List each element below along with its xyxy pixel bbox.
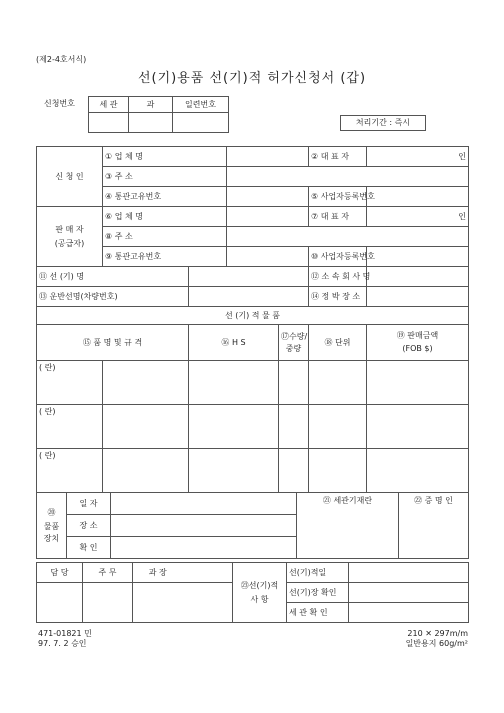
- col-hs: ⑯ H S: [189, 325, 279, 361]
- seller-seal: 인: [367, 207, 469, 227]
- footer-size: 210 ✕ 297m/m: [407, 629, 468, 638]
- goods-row-name-field[interactable]: [103, 405, 189, 449]
- chief-sign-field[interactable]: [83, 583, 133, 623]
- seller-company-field[interactable]: [227, 207, 309, 227]
- seller-group-label: [37, 207, 103, 267]
- footer-approval: 97. 7. 2 승인: [38, 639, 87, 648]
- goods-row-amount-field[interactable]: [367, 405, 469, 449]
- seller-address-label: ⑧ 주 소: [103, 227, 227, 247]
- goods-row-amount-field[interactable]: [367, 449, 469, 493]
- loading-matters-line1: ㉓선(기)적: [240, 580, 279, 590]
- goods-row-hs-field[interactable]: [189, 405, 279, 449]
- loading-matters-line2: 사 항: [250, 594, 269, 604]
- berth-label: ⑭ 정 박 장 소: [309, 287, 367, 307]
- applicant-rep-label: ② 대 표 자: [309, 147, 367, 167]
- applicant-customs-code-label: ④ 통관고유번호: [103, 187, 227, 207]
- col-amount: [367, 325, 469, 361]
- vessel-name-field[interactable]: [189, 267, 309, 287]
- storage-group-number: ⑳: [47, 507, 56, 517]
- section-field[interactable]: [129, 113, 173, 133]
- goods-row-amount-field[interactable]: [367, 361, 469, 405]
- applicant-company-label: ① 업 체 명: [103, 147, 227, 167]
- processing-period-box: [340, 115, 426, 131]
- seller-customs-code-label: ⑨ 통관고유번호: [103, 247, 227, 267]
- customs-confirm-field[interactable]: [349, 603, 469, 623]
- footer-paper: 일반용지 60g/m²: [405, 639, 468, 648]
- form-number: (제2-4호서식): [36, 55, 87, 64]
- section-head-sign-field[interactable]: [133, 583, 233, 623]
- seller-company-label: ⑥ 업 체 명: [103, 207, 227, 227]
- customs-field[interactable]: [89, 113, 129, 133]
- storage-date-label: 일 자: [67, 493, 111, 515]
- loading-matters-label: [233, 563, 287, 623]
- goods-row-label: ( 란): [37, 449, 103, 493]
- section-head-label-1: [133, 563, 183, 583]
- chief-label: 주 무: [83, 563, 133, 583]
- seller-rep-label: ⑦ 대 표 자: [309, 207, 367, 227]
- seller-address-field[interactable]: [227, 227, 469, 247]
- applicant-group-label: 신 청 인: [37, 147, 103, 207]
- applicant-company-field[interactable]: [227, 147, 309, 167]
- vessel-company-label: ⑫ 소 속 회 사 명: [309, 267, 367, 287]
- seller-group-title: 판 매 자: [55, 224, 84, 234]
- applicant-seal: 인: [367, 147, 469, 167]
- seller-group-subtitle: (공급자): [54, 238, 85, 248]
- loading-date-field[interactable]: [349, 563, 469, 583]
- seller-biz-no-field[interactable]: [367, 247, 469, 267]
- footer-code: 471-01821 민: [38, 629, 92, 638]
- vessel-company-field[interactable]: [367, 267, 469, 287]
- storage-section: [36, 492, 469, 559]
- col-item-name: ⑮ 품 명 및 규 격: [37, 325, 189, 361]
- col-quantity-line1: ⑰수량/: [281, 331, 308, 341]
- goods-row-hs-field[interactable]: [189, 361, 279, 405]
- storage-confirm-field[interactable]: [111, 537, 297, 559]
- customs-confirm-label: 세 관 확 인: [287, 603, 349, 623]
- goods-row: [37, 405, 469, 449]
- section-label: 과: [129, 97, 173, 113]
- applicant-customs-code-field[interactable]: [227, 187, 309, 207]
- applicant-address-label: ③ 주 소: [103, 167, 227, 187]
- goods-row-unit-field[interactable]: [309, 405, 367, 449]
- goods-row-name-field[interactable]: [103, 449, 189, 493]
- seller-biz-no-label: ⑩ 사업자등록번호: [309, 247, 367, 267]
- goods-row-label: ( 란): [37, 405, 103, 449]
- col-amount-line1: ⑲ 판매금액: [396, 331, 439, 340]
- seller-customs-code-field[interactable]: [227, 247, 309, 267]
- section-head-label: 과 장: [148, 567, 167, 577]
- col-unit: ⑱ 단위: [309, 325, 367, 361]
- application-number-label: 신청번호: [44, 99, 75, 108]
- goods-row: [37, 361, 469, 405]
- captain-confirm-field[interactable]: [349, 583, 469, 603]
- customs-note-box[interactable]: [297, 493, 399, 559]
- vessel-name-label: ⑪ 선 (기) 명: [37, 267, 189, 287]
- col-amount-line2: (FOB $): [402, 344, 433, 353]
- main-form: [36, 146, 469, 493]
- goods-row-qty-field[interactable]: [279, 361, 309, 405]
- goods-row-qty-field[interactable]: [279, 449, 309, 493]
- storage-place-field[interactable]: [111, 515, 297, 537]
- goods-row-name-field[interactable]: [103, 361, 189, 405]
- application-number-box: [88, 96, 229, 133]
- applicant-biz-no-field[interactable]: [367, 187, 469, 207]
- carrier-field[interactable]: [189, 287, 309, 307]
- goods-row-unit-field[interactable]: [309, 449, 367, 493]
- customs-note-label: ㉑ 세관기재란: [322, 496, 373, 505]
- applicant-biz-no-label: ⑤ 사업자등록번호: [309, 187, 367, 207]
- loading-date-label: 선(기)적일: [287, 563, 349, 583]
- goods-section-title: 선 (기) 적 물 품: [37, 307, 469, 325]
- certifier-label: ㉒ 증 명 인: [414, 496, 453, 505]
- captain-confirm-label: 선(기)장 확인: [287, 583, 349, 603]
- goods-row-hs-field[interactable]: [189, 449, 279, 493]
- storage-group-line2: 장치: [43, 533, 60, 543]
- col-quantity-line2: 중량: [285, 343, 302, 353]
- storage-group-line1: 물품: [43, 521, 60, 531]
- carrier-label: ⑬ 운반선명(차량번호): [37, 287, 189, 307]
- certifier-box[interactable]: [399, 493, 469, 559]
- approval-section: [36, 562, 469, 623]
- col-quantity: [279, 325, 309, 361]
- goods-row-qty-field[interactable]: [279, 405, 309, 449]
- serial-field[interactable]: [173, 113, 229, 133]
- serial-label: 일련번호: [173, 97, 229, 113]
- storage-place-label: 장 소: [67, 515, 111, 537]
- storage-group-label: [37, 493, 67, 559]
- goods-row: [37, 449, 469, 493]
- charge-label: 담 당: [37, 563, 83, 583]
- storage-date-field[interactable]: [111, 493, 297, 515]
- section-head-spacer: [183, 563, 233, 583]
- charge-sign-field[interactable]: [37, 583, 83, 623]
- applicant-address-field[interactable]: [227, 167, 469, 187]
- page-title: 선(기)용품 선(기)적 허가신청서 (갑): [137, 71, 367, 86]
- storage-confirm-label: 확 인: [67, 537, 111, 559]
- processing-period: 처리기간 : 즉시: [341, 116, 426, 131]
- berth-field[interactable]: [367, 287, 469, 307]
- goods-row-unit-field[interactable]: [309, 361, 367, 405]
- customs-label: 세 관: [89, 97, 129, 113]
- goods-row-label: ( 란): [37, 361, 103, 405]
